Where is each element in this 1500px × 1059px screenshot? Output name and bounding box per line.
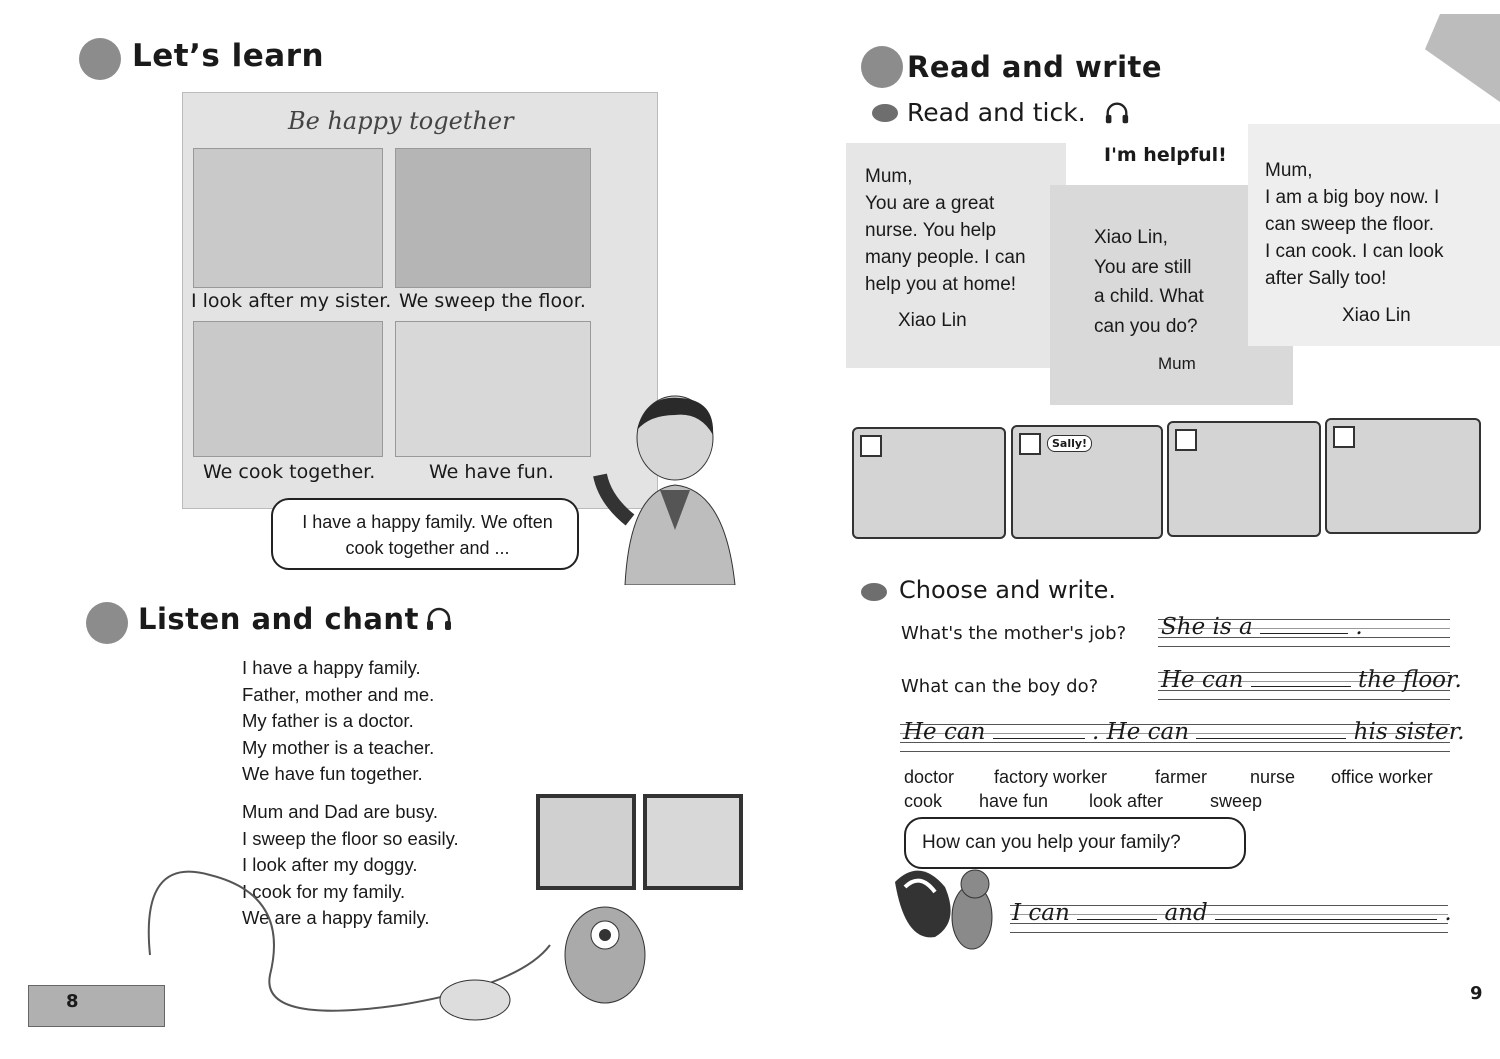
word-bank-item: nurse: [1250, 767, 1296, 787]
choose-write-instruction: Choose and write.: [899, 576, 1116, 604]
chant-line: My father is a doctor.: [242, 710, 414, 731]
section-bullet: [861, 46, 903, 88]
note-line: nurse. You help: [865, 220, 997, 241]
chant-line: I have a happy family.: [242, 657, 421, 678]
chant-line: Mum and Dad are busy.: [242, 801, 439, 822]
corner-tab-decoration: [1425, 14, 1500, 102]
answer-blank[interactable]: [1196, 720, 1346, 739]
tick-picture-cooking: [852, 427, 1006, 539]
word-bank-item: farmer: [1155, 767, 1208, 787]
chant-line: I sweep the floor so easily.: [242, 827, 459, 849]
note-line: You are still: [1094, 256, 1192, 278]
lets-learn-title: Let’s learn: [132, 38, 325, 74]
chant-line: We have fun together.: [242, 763, 423, 784]
photo-cook-together: [193, 321, 383, 457]
sally-label: Sally!: [1047, 435, 1092, 452]
note-line: I can cook. I can look: [1265, 241, 1444, 262]
chant-verse-1: [242, 655, 434, 788]
note-to-mum: [846, 143, 1066, 368]
note-line: many people. I can: [865, 247, 1026, 268]
answer-line-3: [903, 719, 1465, 745]
tick-checkbox[interactable]: [860, 435, 882, 457]
chant-line: We are a happy family.: [242, 907, 430, 928]
headphones-icon: [1104, 100, 1130, 126]
caption: I look after my sister.: [191, 290, 392, 312]
tick-picture-helping: [1325, 418, 1481, 534]
page-number: 9: [1470, 983, 1483, 1004]
note-line: Mum,: [865, 166, 913, 187]
answer-text: his sister.: [1353, 719, 1465, 745]
im-helpful-label: I'm helpful!: [1104, 144, 1227, 166]
listen-chant-title: Listen and chant: [138, 602, 419, 636]
note-line: Mum,: [1265, 160, 1313, 181]
word-bank-item: look after: [1089, 791, 1164, 811]
chant-line: I look after my doggy.: [242, 854, 418, 875]
word-bank-item: sweep: [1210, 791, 1263, 811]
word-bank-item: doctor: [904, 767, 955, 787]
answer-blank[interactable]: [1251, 668, 1351, 687]
answer-text: I can: [1012, 900, 1070, 926]
tick-checkbox[interactable]: [1175, 429, 1197, 451]
monster-vacuum-illustration: [100, 855, 720, 1030]
photo-look-after-sister: [193, 148, 383, 288]
photo-sweep-floor: [395, 148, 591, 288]
note-big-boy: [1248, 124, 1500, 346]
note-signature: Xiao Lin: [898, 310, 967, 331]
speech-bubble: [271, 498, 579, 570]
tick-checkbox[interactable]: [1019, 433, 1041, 455]
answer-line-1: [1161, 614, 1363, 640]
answer-blank[interactable]: [993, 720, 1085, 739]
caption: We sweep the floor.: [399, 290, 586, 312]
word-bank-item: cook: [904, 791, 943, 811]
answer-blank[interactable]: [1260, 615, 1348, 634]
note-line: You are a great: [865, 193, 995, 214]
question-mothers-job: What's the mother's job?: [901, 623, 1127, 644]
headphones-icon: [425, 606, 453, 632]
note-line: after Sally too!: [1265, 268, 1387, 289]
answer-blank[interactable]: [1215, 901, 1437, 920]
note-signature: Xiao Lin: [1342, 305, 1411, 326]
final-answer-line: [1012, 900, 1452, 926]
note-line: I am a big boy now. I: [1265, 187, 1440, 208]
note-line: a child. What: [1094, 286, 1204, 307]
section-bullet: [86, 602, 128, 644]
word-bank-item: have fun: [979, 791, 1049, 811]
photo-have-fun: [395, 321, 591, 457]
note-signature: Mum: [1158, 354, 1196, 373]
squirrel-illustration: [890, 862, 1005, 962]
tick-picture-baby: [1011, 425, 1163, 539]
chant-line: My mother is a teacher.: [242, 736, 435, 758]
answer-line-2: [1161, 667, 1462, 693]
boy-illustration: [585, 390, 750, 585]
poster-title: Be happy together: [288, 107, 514, 135]
chant-line: I cook for my family.: [242, 880, 406, 902]
page-number: 8: [66, 991, 79, 1012]
read-write-title: Read and write: [907, 50, 1163, 84]
answer-blank[interactable]: [1077, 901, 1157, 920]
note-line: Xiao Lin,: [1094, 227, 1168, 248]
answer-text: and: [1164, 900, 1208, 926]
question-bubble-text: How can you help your family?: [922, 832, 1181, 853]
word-bank-item: factory worker: [994, 767, 1108, 787]
answer-text: . He can: [1092, 719, 1190, 745]
speech-text: I have a happy family. We often cook together and ...: [302, 512, 553, 558]
answer-text: He can: [1161, 667, 1244, 693]
question-boy-can-do: What can the boy do?: [901, 676, 1099, 697]
box-illustration: [28, 985, 165, 1027]
caption: We have fun.: [429, 461, 554, 483]
answer-text: the floor.: [1358, 667, 1462, 693]
answer-text: She is a: [1161, 614, 1253, 640]
answer-text: .: [1444, 900, 1452, 926]
answer-text: He can: [903, 719, 986, 745]
note-line: help you at home!: [865, 274, 1017, 295]
sub-bullet: [861, 583, 887, 601]
note-line: can sweep the floor.: [1265, 214, 1434, 235]
tick-checkbox[interactable]: [1333, 426, 1355, 448]
word-bank-item: office worker: [1331, 767, 1433, 787]
answer-text: .: [1355, 614, 1363, 640]
read-tick-instruction: Read and tick.: [907, 98, 1086, 127]
sub-bullet: [872, 104, 898, 122]
caption: We cook together.: [203, 461, 376, 483]
section-bullet: [79, 38, 121, 80]
tick-picture-sweeping: [1167, 421, 1321, 537]
note-line: can you do?: [1094, 315, 1198, 337]
chant-line: Father, mother and me.: [242, 683, 435, 705]
